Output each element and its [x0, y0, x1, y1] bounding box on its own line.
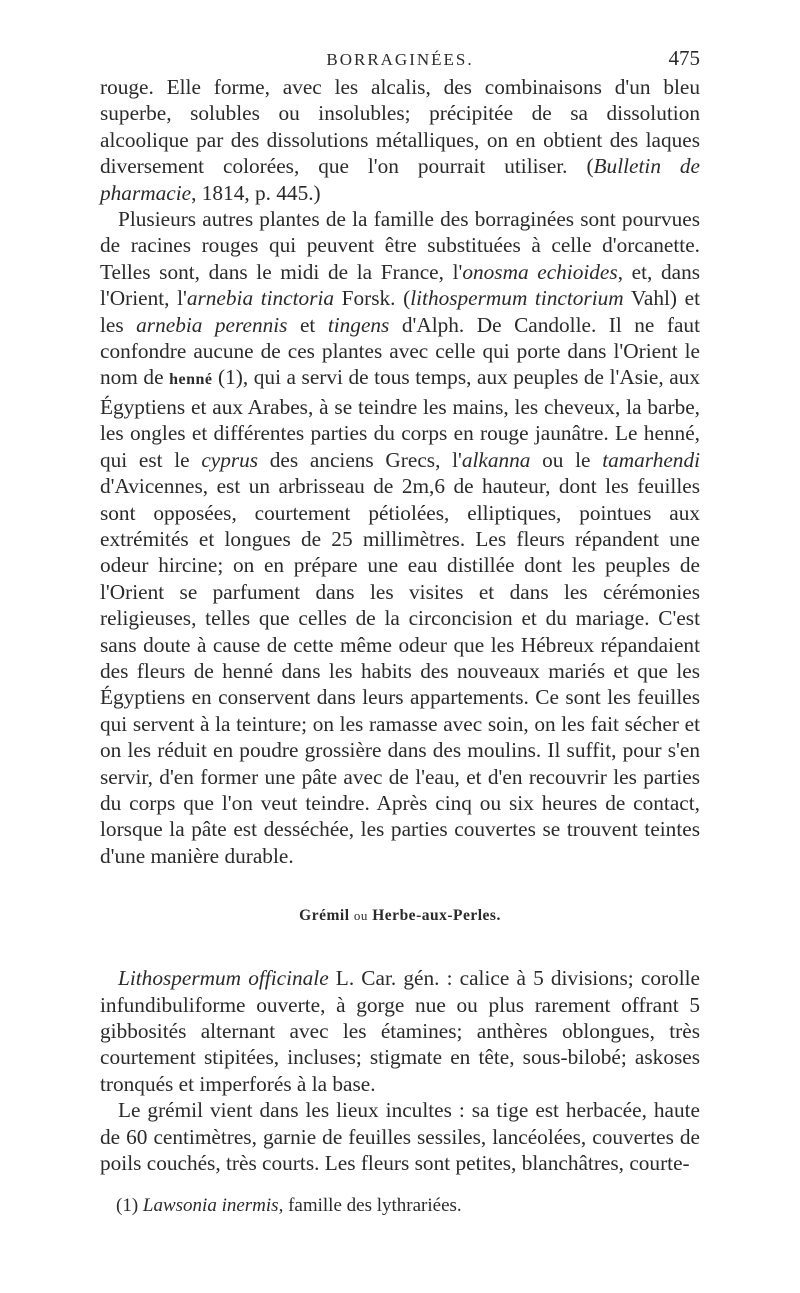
paragraph-text: rouge. Elle forme, avec les alcalis, des combinaisons d'un bleu superbe, solubles ou insolubles; précipitée de sa dissolution alcoolique par des dissolutions métalliques, on en obtient des laques diversement colorées, que l'on pourrait utiliser.: [100, 75, 700, 179]
section-title-conjunction: ou: [353, 908, 368, 924]
section-heading: [100, 907, 700, 925]
paragraph-orcanette-properties: rouge. Elle forme, avec les alcalis, des combinaisons d'un bleu superbe, solubles ou insolubles; précipitée de sa dissolution alcoolique par des dissolutions métalliques, on en obtient des laques diversement colorées, que l'on pourrait utiliser. (Bulletin de pharmacie, 1814, p. 445.): [100, 75, 701, 205]
species-name: lithospermum tinctorium: [410, 286, 624, 311]
paragraph-lithospermum-characters: [100, 965, 700, 1097]
paragraph-text: Plusieurs autres plantes de la famille des borraginées sont pourvues de racines rouges qui peuvent être substituées à celle d'orcanette. Telles sont, dans le midi de la France, l': [100, 207, 700, 284]
species-name: alkanna: [461, 447, 531, 472]
paragraph-henne: [100, 206, 700, 869]
paragraph-text: et: [287, 312, 328, 337]
section-title-alt: Herbe-aux-Perles.: [372, 907, 501, 925]
footnote-marker: (1): [116, 1195, 139, 1217]
paragraph-text: Le grémil vient dans les lieux incultes : sa tige est herbacée, haute de 60 centimètres, garnie de feuilles sessiles, lancéolées, couvertes de poils couchés, très courts. Les fleurs sont petites, blanchâtres, courte-: [100, 1098, 700, 1176]
citation-title: Bulletin de pharmacie: [100, 154, 701, 205]
species-name: tamarhendi: [602, 447, 701, 472]
species-name: arnebia perennis: [136, 312, 288, 337]
page-number: 475: [668, 46, 700, 70]
paragraph-text: Vahl) et les: [100, 286, 700, 337]
species-name: tingens: [327, 312, 390, 337]
book-page: [100, 46, 700, 1218]
species-name: cyprus: [201, 447, 259, 472]
section-title-main: Grémil: [299, 907, 350, 925]
species-name: onosma echioides: [462, 259, 618, 284]
species-name: arnebia tinctoria: [186, 286, 335, 311]
footnote: [100, 1194, 700, 1218]
citation-details: , 1814, p. 445.): [191, 180, 321, 205]
running-head: [100, 46, 700, 74]
paragraph-text: d'Avicennes, est un arbrisseau de 2m,6 de hauteur, dont les feuilles sont opposées, courtement pétiolées, elliptiques, pointues aux extrémités et longues de 25 millimètres. Les fleurs répandent une odeur hircine; on en prépare une eau distillée dont les peuples de l'Orient se parfument dans les visites et dans les cérémonies religieuses, telles que celles de la circoncision et du mariage. C'est sans doute à cause de cette même odeur que les Hébreux répandaient des fleurs de henné dans les habits des nouveaux mariés et que les Égyptiens en conservent dans leurs appartements. Ce sont les feuilles qui servent à la teinture; on les ramasse avec soin, on les fait sécher et on les réduit en poudre grossière dans des moulins. Il suffit, pour s'en servir, d'en former une pâte avec de l'eau, et d'en recouvrir les parties du corps que l'on veut teindre. Après cinq ou six heures de contact, lorsque la pâte est desséchée, les parties couvertes se trouvent teintes d'une manière durable.: [100, 474, 700, 868]
footnote-species: Lawsonia inermis: [142, 1195, 279, 1217]
paragraph-text: Forsk. (: [334, 286, 411, 311]
paragraph-text: (1), qui a servi de tous temps, aux peuples de l'Asie, aux Égyptiens et aux Arabes, à se teindre les mains, les cheveux, la barbe, les ongles et différentes parties du corps en rouge jaunâtre. Le henné, qui est le: [100, 365, 700, 472]
running-head-title: BORRAGINÉES.: [326, 50, 474, 69]
species-name: Lithospermum officinale: [118, 966, 329, 991]
paragraph-text: d'Alph. De Candolle. Il ne faut confondre aucune de ces plantes avec celle qui porte dans l'Orient le nom de: [100, 312, 700, 390]
paragraph-gremil-description: [100, 1097, 700, 1176]
paragraph-text: ou le: [530, 447, 603, 472]
paragraph-text: L. Car. gén. : calice à 5 divisions; corolle infundibuliforme ouverte, à gorge nue ou plus rarement offrant 5 gibbosités alternant avec les étamines; anthères oblongues, très courtement stipitées, incluses; stigmate en tête, sous-bilobé; askoses tronqués et imperforés à la base.: [100, 966, 700, 1096]
paragraph-text: des anciens Grecs, l': [258, 447, 462, 472]
paragraph-text: , et, dans l'Orient, l': [100, 259, 700, 311]
henne-term: henné: [169, 371, 213, 389]
footnote-text: , famille des lythrariées.: [278, 1195, 462, 1217]
